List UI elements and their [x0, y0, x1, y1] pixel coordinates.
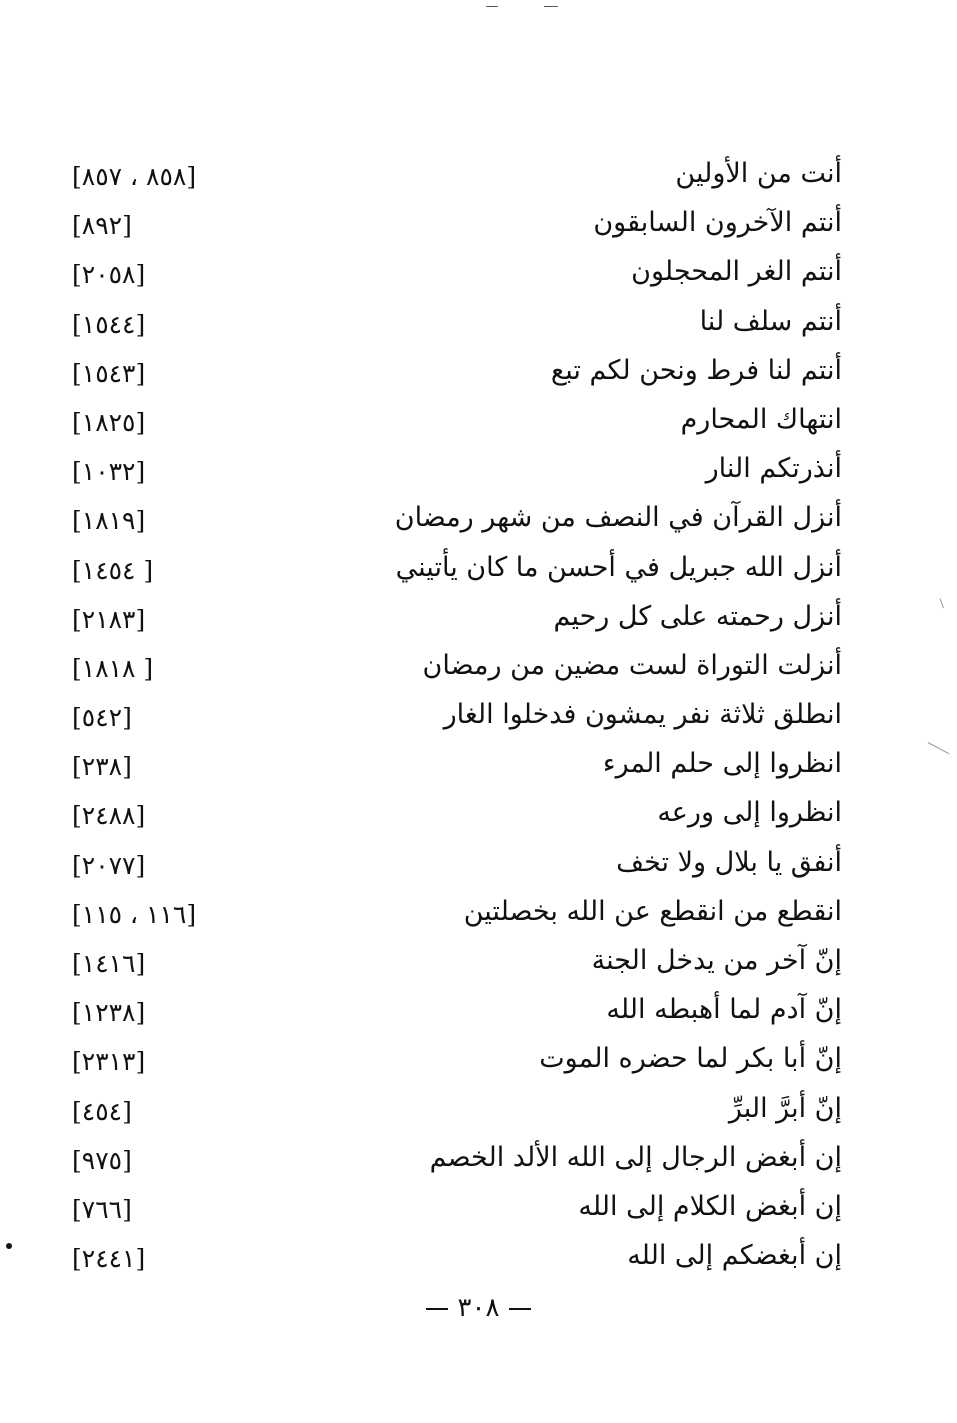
index-entry [72, 546, 842, 595]
entry-phrase: إنّ آدم لما أهبطه الله [606, 994, 842, 1026]
entry-phrase: أنتم الغر المحجلون [631, 256, 842, 288]
index-entry [72, 988, 842, 1037]
entry-phrase: أنتم سلف لنا [699, 305, 842, 337]
entry-reference: [٢٣١٣] [72, 1047, 146, 1077]
scan-margin-mark [940, 598, 944, 608]
index-entry [72, 300, 842, 349]
entry-phrase: أنذرتكم النار [705, 453, 842, 485]
entry-reference: [١٨١٩] [72, 506, 146, 536]
index-entry [72, 1185, 842, 1234]
entry-phrase: إنّ أبرَّ البرِّ [728, 1092, 842, 1124]
index-entry [72, 742, 842, 791]
index-entry [72, 398, 842, 447]
entry-phrase: أنت من الأولين [675, 158, 842, 189]
entry-phrase: انتهاك المحارم [680, 403, 842, 435]
entry-reference: [١٤٥٤ ] [72, 555, 154, 585]
index-entry [72, 447, 842, 496]
entry-phrase: إن أبغضكم إلى الله [627, 1240, 842, 1272]
entry-reference: [٢٤٨٨] [72, 801, 146, 831]
entry-reference: [١٨٢٥] [72, 407, 146, 437]
scan-speck [6, 1243, 12, 1249]
entry-reference: [٢٤٤١] [72, 1244, 146, 1274]
entry-phrase: أنتم الآخرون السابقون [593, 207, 842, 239]
entry-reference: [٧٦٦] [72, 1194, 132, 1224]
entry-phrase: انظروا إلى حلم المرء [602, 748, 842, 780]
page-number-text: ٣٠٨ [457, 1293, 500, 1323]
entry-phrase: إن أبغض الكلام إلى الله [578, 1190, 842, 1222]
page-number-dash-left [426, 1308, 448, 1310]
entry-reference: [٤٥٤] [72, 1096, 132, 1126]
entry-reference: [٨٩٢] [72, 211, 132, 241]
index-entry [72, 890, 842, 939]
entry-reference: [١٢٣٨] [72, 998, 146, 1028]
index-entry [72, 595, 842, 644]
index-entry [72, 496, 842, 545]
index-entry [72, 1037, 842, 1086]
scan-margin-mark [928, 742, 950, 754]
index-entry [72, 1136, 842, 1185]
entry-phrase: أنفق يا بلال ولا تخف [616, 846, 842, 878]
entry-reference: [٢١٨٣] [72, 604, 146, 634]
index-entry [72, 791, 842, 840]
entry-reference: [١١٦ ، ١١٥] [72, 899, 197, 929]
index-entry [72, 1087, 842, 1136]
index-entry [72, 250, 842, 299]
entry-reference: [١٨١٨ ] [72, 653, 154, 683]
entry-phrase: إنّ أبا بكر لما حضره الموت [539, 1043, 842, 1075]
entry-reference: [٥٤٢] [72, 703, 132, 733]
entry-reference: [٢٣٨] [72, 752, 132, 782]
index-entry [72, 201, 842, 250]
entry-phrase: أنزل الله جبريل في أحسن ما كان يأتيني [395, 551, 842, 583]
entry-phrase: إن أبغض الرجال إلى الله الألد الخصم [429, 1141, 842, 1173]
index-entry [72, 1234, 842, 1283]
entry-reference: [١٥٤٣] [72, 358, 146, 388]
entry-phrase: انقطع من انقطع عن الله بخصلتين [463, 895, 842, 927]
entry-phrase: أنزلت التوراة لست مضين من رمضان [422, 649, 842, 681]
hadith-index-list [72, 152, 842, 1283]
entry-reference: [٢٠٧٧] [72, 850, 146, 880]
page-number [0, 1290, 957, 1326]
entry-phrase: أنتم لنا فرط ونحن لكم تبع [550, 354, 842, 386]
entry-phrase: انظروا إلى ورعه [657, 797, 842, 829]
entry-phrase: أنزل القرآن في النصف من شهر رمضان [394, 502, 842, 534]
entry-phrase: أنزل رحمته على كل رحيم [553, 600, 842, 632]
entry-reference: [٢٠٥٨] [72, 260, 146, 290]
top-scan-marks [0, 2, 957, 12]
index-entry [72, 841, 842, 890]
index-entry [72, 644, 842, 693]
entry-phrase: إنّ آخر من يدخل الجنة [591, 945, 842, 976]
index-entry [72, 939, 842, 988]
index-entry [72, 693, 842, 742]
page-number-dash-right [509, 1308, 531, 1310]
entry-reference: [١٤١٦] [72, 949, 146, 978]
index-entry [72, 152, 842, 201]
entry-reference: [٨٥٨ ، ٨٥٧] [72, 162, 197, 191]
entry-phrase: انطلق ثلاثة نفر يمشون فدخلوا الغار [443, 699, 842, 731]
entry-reference: [١٠٣٢] [72, 457, 146, 487]
entry-reference: [٩٧٥] [72, 1145, 132, 1175]
entry-reference: [١٥٤٤] [72, 309, 146, 339]
index-entry [72, 349, 842, 398]
